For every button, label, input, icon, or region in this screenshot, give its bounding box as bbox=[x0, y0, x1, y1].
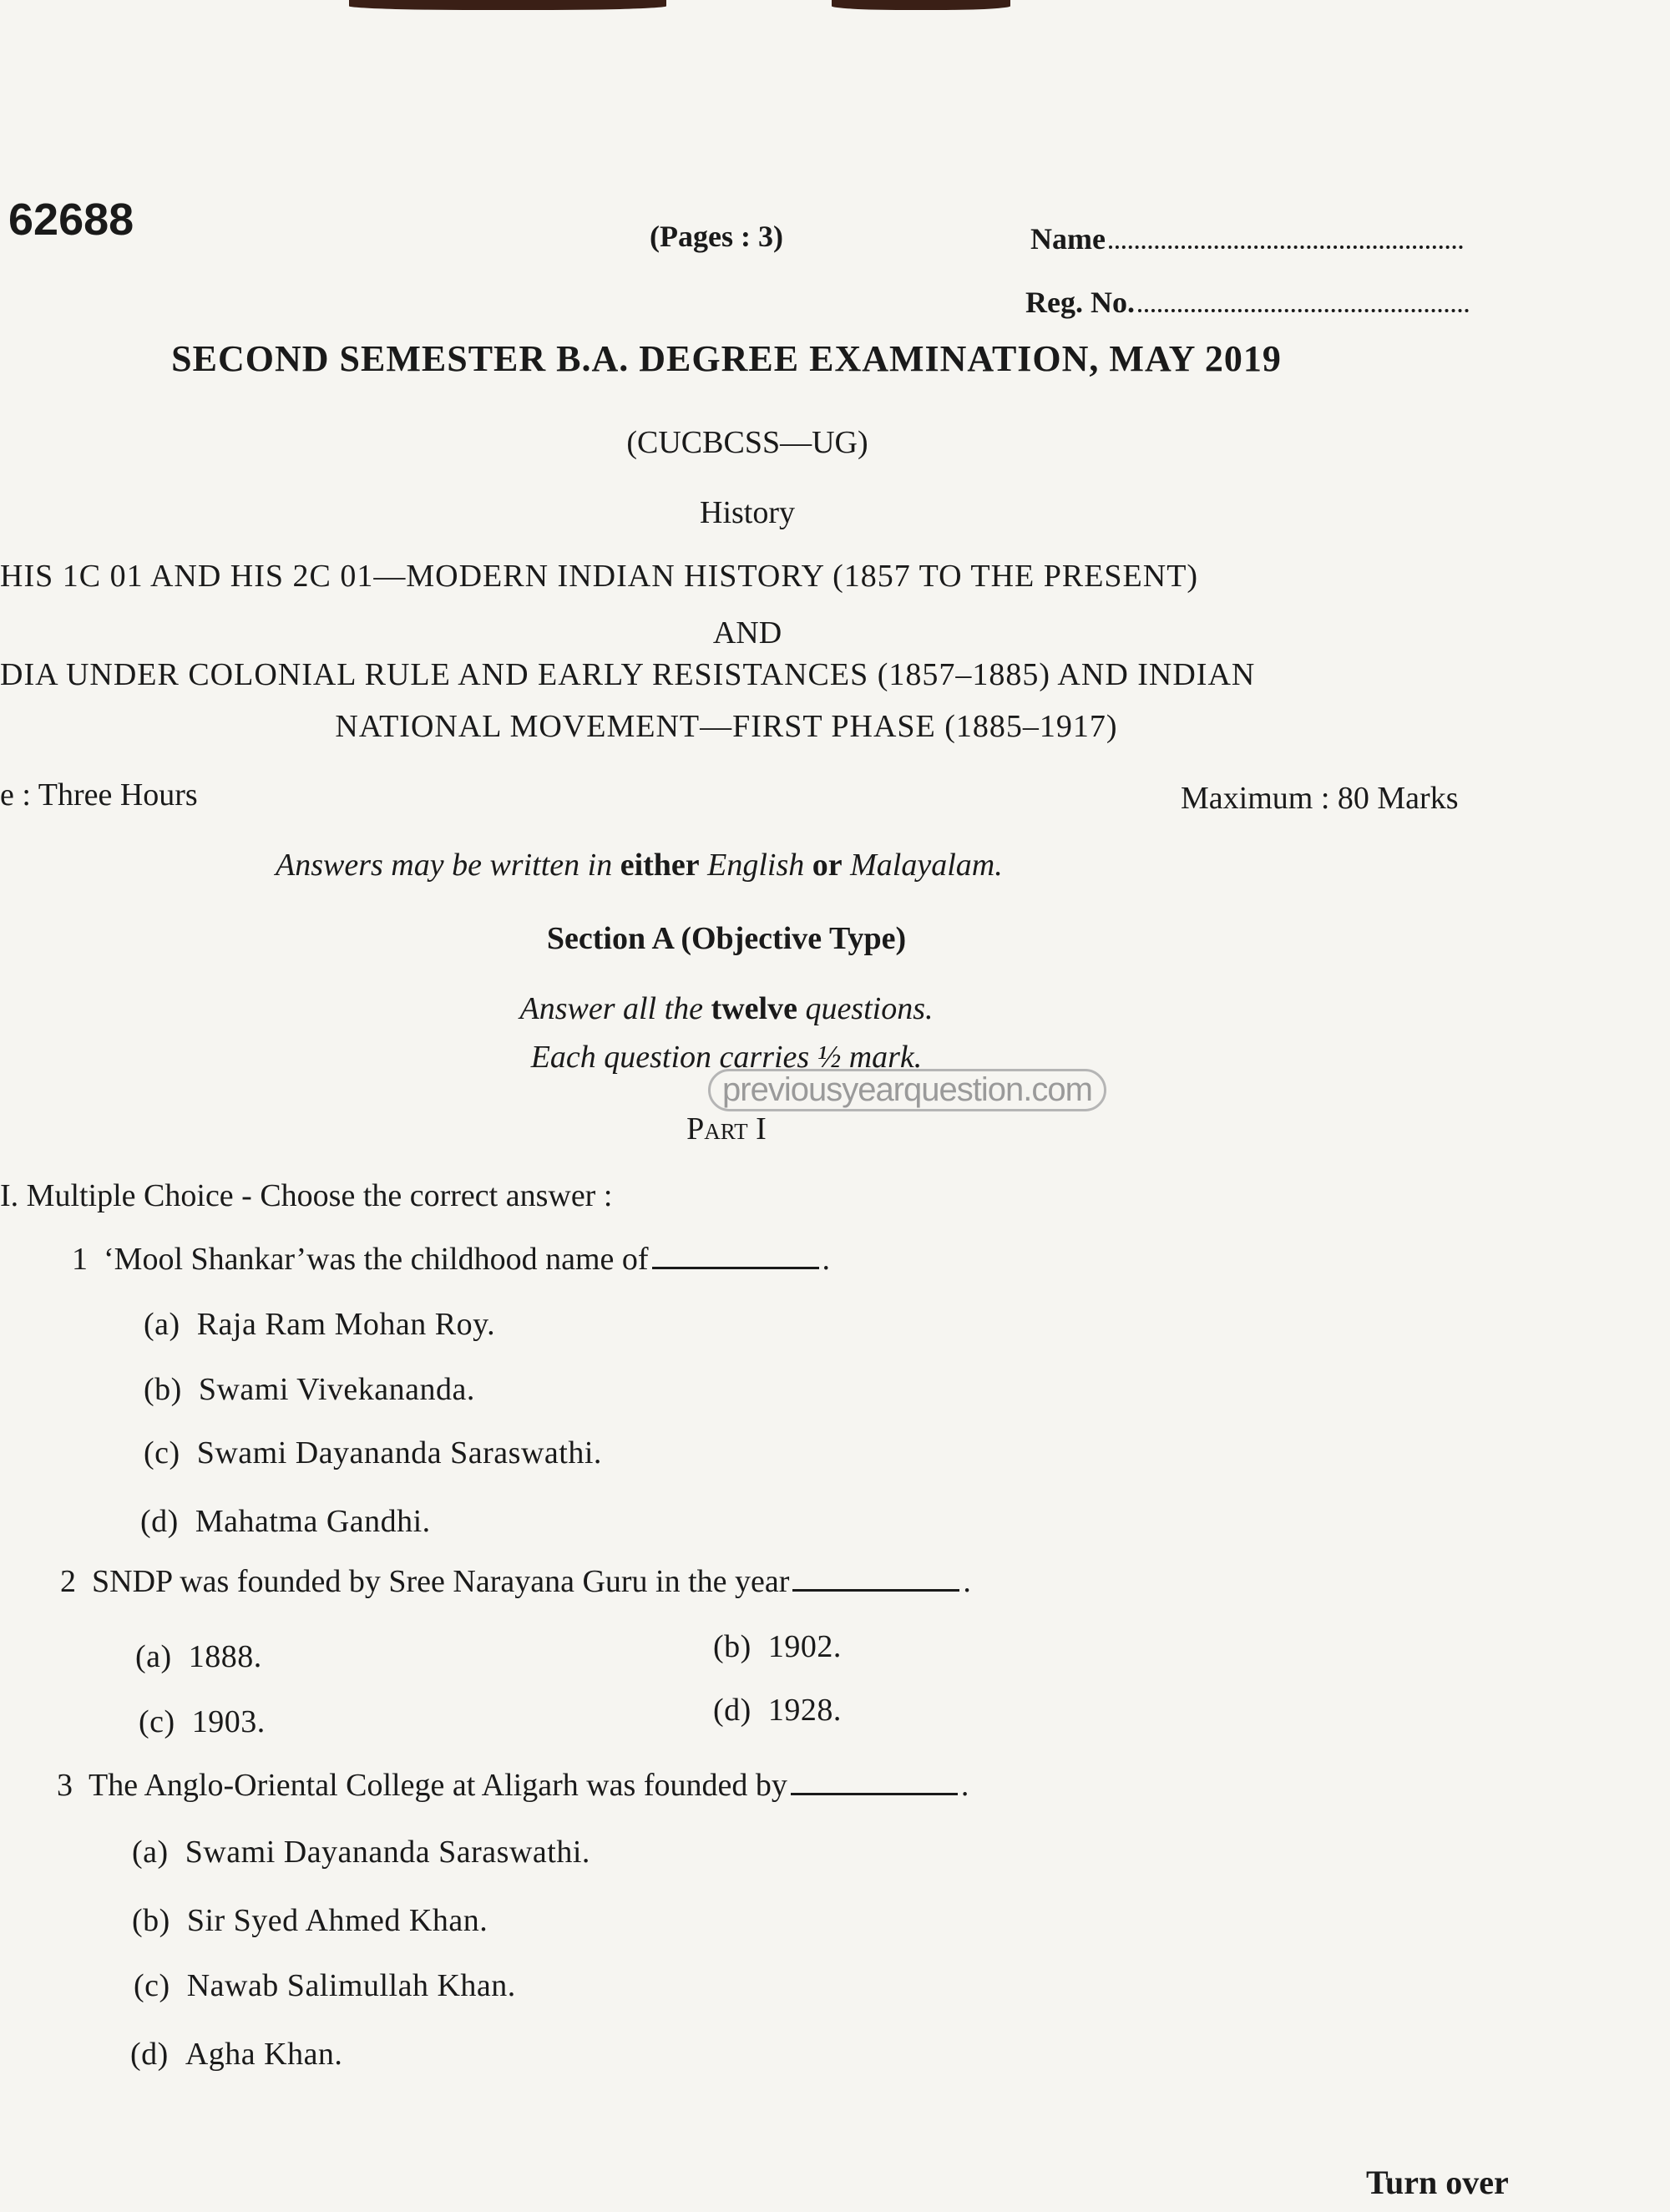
option-label: (d) bbox=[713, 1693, 752, 1728]
part-heading: Part I bbox=[686, 1111, 767, 1146]
option-text: Agha Khan. bbox=[185, 2037, 343, 2072]
question-number: 1 bbox=[72, 1242, 88, 1277]
q3-option-d bbox=[130, 2036, 342, 2073]
option-label: (c) bbox=[139, 1704, 175, 1739]
question-text: SNDP was founded by Sree Narayana Guru in the year bbox=[92, 1564, 790, 1599]
option-label: (b) bbox=[132, 1903, 170, 1938]
option-label: (a) bbox=[144, 1307, 180, 1342]
option-text: 1928. bbox=[767, 1693, 842, 1728]
option-text: Mahatma Gandhi. bbox=[195, 1504, 431, 1539]
option-text: Raja Ram Mohan Roy. bbox=[196, 1307, 496, 1342]
q3-option-a bbox=[132, 1834, 590, 1870]
lang-malayalam: Malayalam. bbox=[842, 848, 1003, 883]
answer-blank bbox=[792, 1569, 959, 1592]
answer-blank bbox=[791, 1773, 958, 1795]
exam-title: SECOND SEMESTER B.A. DEGREE EXAMINATION, MAY 2019 bbox=[171, 338, 1282, 379]
option-label: (a) bbox=[135, 1639, 172, 1674]
answer-instruction bbox=[0, 990, 1453, 1027]
answer-pre: Answer all the bbox=[519, 991, 711, 1026]
website-watermark: previousyearquestion.com bbox=[708, 1069, 1106, 1111]
page-count: (Pages : 3) bbox=[650, 220, 783, 253]
reg-no-field[interactable] bbox=[1025, 284, 1469, 320]
paper-title-line-1: HIS 1C 01 AND HIS 2C 01—MODERN INDIAN HISTORY (1857 TO THE PRESENT) bbox=[0, 559, 1199, 594]
marks-instruction: Each question carries ½ mark. bbox=[530, 1040, 923, 1075]
option-text: Swami Dayananda Saraswathi. bbox=[196, 1435, 602, 1470]
lang-english: English bbox=[699, 848, 812, 883]
question-group-heading: I. Multiple Choice - Choose the correct answer : bbox=[0, 1178, 613, 1213]
answer-post: questions. bbox=[797, 991, 934, 1026]
language-instruction bbox=[276, 847, 1003, 883]
option-text: 1888. bbox=[188, 1639, 262, 1674]
name-dotted-line bbox=[1109, 220, 1463, 249]
q2-option-d bbox=[713, 1692, 842, 1729]
name-field[interactable] bbox=[1030, 220, 1463, 256]
turn-over-note: Turn over bbox=[1366, 2164, 1509, 2201]
answer-blank bbox=[652, 1247, 819, 1269]
paper-code: 62688 bbox=[8, 195, 134, 245]
paper-title-line-3: NATIONAL MOVEMENT—FIRST PHASE (1885–1917) bbox=[335, 709, 1118, 744]
option-label: (c) bbox=[134, 1968, 170, 2003]
answer-twelve: twelve bbox=[711, 991, 797, 1026]
q1-option-c bbox=[144, 1435, 602, 1471]
name-label: Name bbox=[1030, 222, 1106, 256]
question-3 bbox=[57, 1767, 969, 1804]
option-text: 1902. bbox=[767, 1629, 842, 1664]
option-label: (a) bbox=[132, 1835, 169, 1870]
lang-either: either bbox=[620, 848, 700, 883]
question-end: . bbox=[822, 1242, 831, 1277]
question-text: The Anglo-Oriental College at Aligarh was founded by bbox=[89, 1768, 787, 1803]
lang-or: or bbox=[812, 848, 843, 883]
option-text: Sir Syed Ahmed Khan. bbox=[186, 1903, 488, 1938]
paper-title-line-2: DIA UNDER COLONIAL RULE AND EARLY RESISTANCES (1857–1885) AND INDIAN bbox=[0, 657, 1256, 692]
option-label: (d) bbox=[130, 2037, 169, 2072]
question-text: ‘Mool Shankar’was the childhood name of bbox=[104, 1242, 649, 1277]
q1-option-a bbox=[144, 1306, 495, 1343]
section-heading: Section A (Objective Type) bbox=[546, 921, 907, 956]
q2-option-b bbox=[713, 1628, 842, 1665]
option-label: (d) bbox=[140, 1504, 179, 1539]
option-text: Swami Vivekananda. bbox=[198, 1372, 475, 1407]
option-text: Swami Dayananda Saraswathi. bbox=[185, 1835, 590, 1870]
lang-pre: Answers may be written in bbox=[276, 848, 620, 883]
exam-time: e : Three Hours bbox=[0, 777, 198, 812]
q3-option-b bbox=[132, 1902, 488, 1939]
option-label: (c) bbox=[144, 1435, 180, 1470]
top-edge-mark-right bbox=[832, 0, 1010, 10]
question-end: . bbox=[960, 1768, 969, 1803]
reg-no-label: Reg. No. bbox=[1025, 286, 1135, 319]
exam-subject: History bbox=[700, 495, 795, 530]
question-2 bbox=[60, 1563, 971, 1600]
paper-title-and: AND bbox=[712, 615, 782, 650]
question-number: 3 bbox=[57, 1768, 73, 1803]
maximum-marks: Maximum : 80 Marks bbox=[1181, 781, 1459, 816]
option-label: (b) bbox=[713, 1629, 752, 1664]
q3-option-c bbox=[134, 1967, 516, 2004]
question-1 bbox=[72, 1241, 830, 1278]
q1-option-d bbox=[140, 1503, 431, 1540]
q2-option-a bbox=[135, 1638, 262, 1675]
q1-option-b bbox=[144, 1371, 475, 1408]
option-label: (b) bbox=[144, 1372, 182, 1407]
option-text: Nawab Salimullah Khan. bbox=[186, 1968, 516, 2003]
option-text: 1903. bbox=[191, 1704, 266, 1739]
question-end: . bbox=[963, 1564, 971, 1599]
exam-scheme: (CUCBCSS—UG) bbox=[626, 425, 868, 460]
reg-no-dotted-line bbox=[1138, 284, 1469, 312]
question-number: 2 bbox=[60, 1564, 76, 1599]
q2-option-c bbox=[139, 1703, 266, 1740]
top-edge-mark-left bbox=[349, 0, 666, 10]
